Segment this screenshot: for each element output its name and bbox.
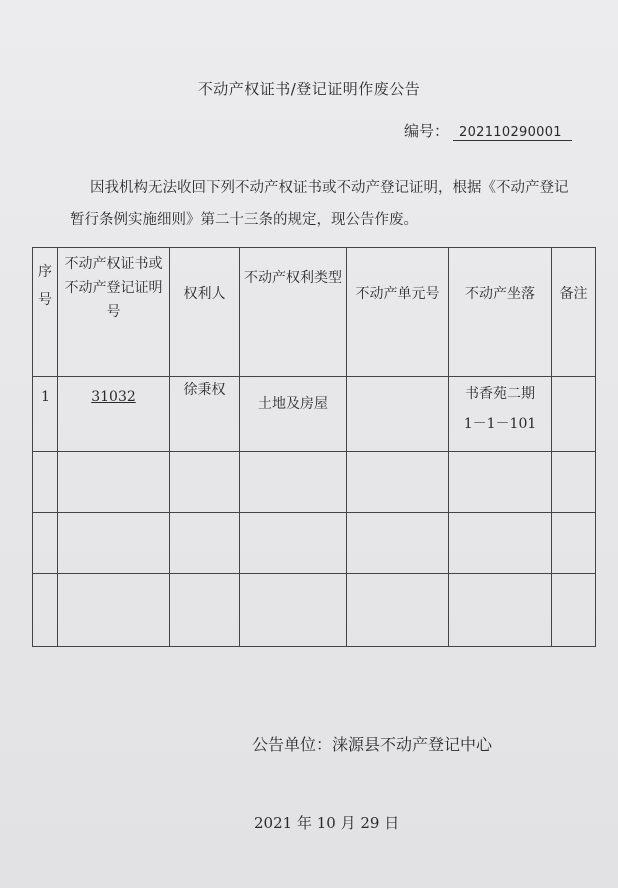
notice-line-1: 因我机构无法收回下列不动产权证书或不动产登记证明，根据《不动产登记 — [90, 180, 569, 196]
row-location — [449, 377, 552, 452]
certificate-table — [32, 247, 596, 647]
notice-line-2: 暂行条例实施细则》第二十三条的规定，现公告作废。 — [70, 212, 418, 228]
table-row — [33, 377, 596, 452]
table-header-row — [33, 248, 596, 377]
header-remarks: 备注 — [552, 248, 596, 377]
document-title: 不动产权证书/登记证明作废公告 — [197, 80, 421, 98]
notice-paragraph — [70, 172, 600, 236]
header-cert-no: 不动产权证书或不动产登记证明号 — [58, 248, 170, 377]
header-holder: 权利人 — [170, 248, 240, 377]
header-location: 不动产坐落 — [449, 248, 552, 377]
table-row-empty — [33, 452, 596, 513]
issue-date: 2021 年 10 月 29 日 — [254, 814, 400, 832]
row-remarks — [552, 377, 596, 452]
row-cert-no: 31032 — [58, 377, 170, 452]
header-index: 序号 — [33, 248, 58, 377]
row-right-type: 土地及房屋 — [240, 377, 347, 452]
table-row-empty — [33, 513, 596, 574]
header-unit-no: 不动产单元号 — [347, 248, 449, 377]
document-number — [404, 120, 572, 141]
row-location-line-2: 1－1－101 — [463, 416, 537, 432]
row-unit-no — [347, 377, 449, 452]
header-right-type: 不动产权利类型 — [240, 248, 347, 377]
row-index: 1 — [33, 377, 58, 452]
document-number-value: 202110290001 — [453, 125, 572, 141]
row-holder: 徐秉权 — [170, 377, 240, 452]
issuing-organization: 公告单位：涞源县不动产登记中心 — [252, 735, 493, 754]
table-row-empty — [33, 574, 596, 647]
document-number-label: 编号： — [404, 122, 450, 140]
row-location-line-1: 书香苑二期 — [465, 386, 535, 402]
